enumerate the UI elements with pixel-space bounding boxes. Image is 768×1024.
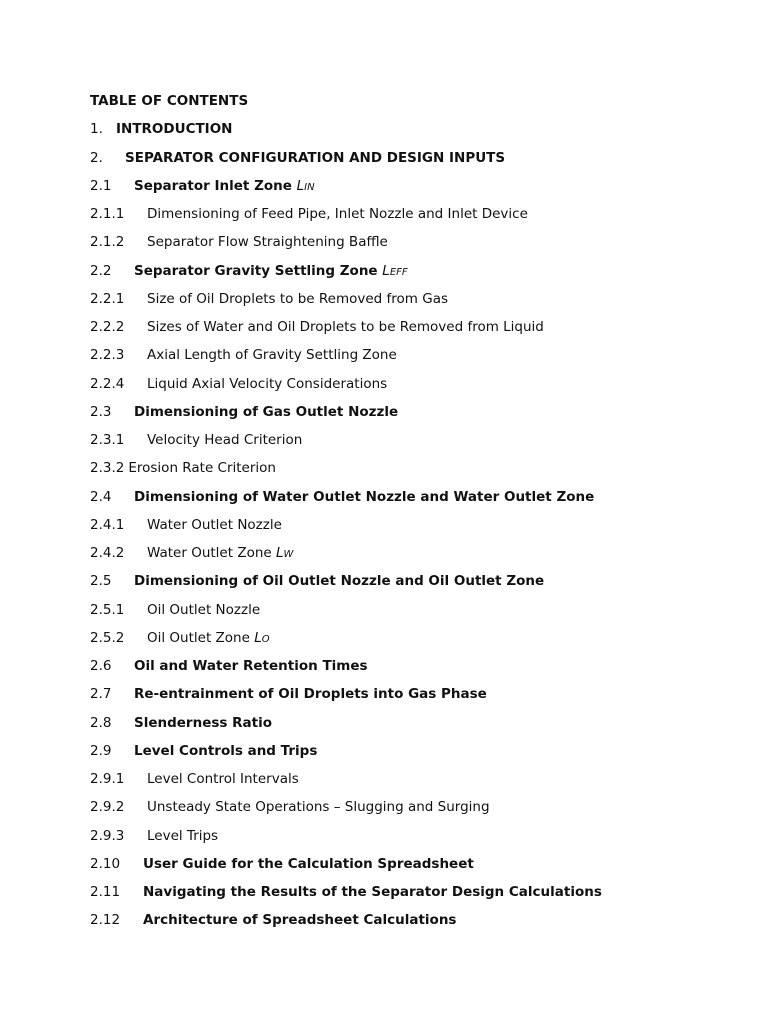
toc-entry-number: 2.5	[90, 573, 112, 590]
toc-entry[interactable]	[90, 909, 730, 937]
toc-entry-number: 2.2.2	[90, 319, 125, 336]
toc-entry[interactable]	[90, 570, 730, 598]
toc-entry-label: Dimensioning of Gas Outlet Nozzle	[134, 403, 399, 420]
toc-entry-label: Slenderness Ratio	[134, 714, 272, 731]
toc-entry[interactable]	[90, 288, 730, 316]
toc-entry-number: 2.2.4	[90, 375, 125, 392]
symbol-main: L	[275, 545, 284, 562]
toc-entry-number: 2.12	[90, 912, 121, 929]
toc-entry-number: 2.4.1	[90, 516, 125, 533]
toc-entry-label: Erosion Rate Criterion	[128, 460, 276, 477]
toc-entry-symbol	[254, 630, 269, 646]
toc-entry[interactable]	[90, 514, 730, 542]
toc-entry[interactable]	[90, 401, 730, 429]
toc-entry-label: Oil Outlet Zone	[147, 629, 255, 646]
toc-entry-number: 2.1	[90, 177, 112, 194]
toc-entry-label: Axial Length of Gravity Settling Zone	[147, 347, 397, 364]
toc-entry-label: Level Controls and Trips	[134, 742, 318, 759]
toc-entry[interactable]	[90, 599, 730, 627]
toc-entry-number: 2.10	[90, 855, 121, 872]
toc-entry-label: Liquid Axial Velocity Considerations	[147, 375, 388, 392]
toc-entry[interactable]	[90, 316, 730, 344]
toc-entry[interactable]	[90, 542, 730, 570]
toc-entry-number: 2.7	[90, 686, 112, 703]
toc-entry-number: 2.11	[90, 884, 121, 901]
toc-entry-label: Water Outlet Nozzle	[147, 516, 282, 533]
toc-entry-label: INTRODUCTION	[116, 121, 233, 138]
toc-entry-label: User Guide for the Calculation Spreadsheet	[143, 855, 474, 872]
toc-entry-number: 2.5.2	[90, 629, 125, 646]
toc-entry-number: 2.2	[90, 262, 112, 279]
toc-entry-label: Level Trips	[147, 827, 219, 844]
toc-entry-number: 2.9.3	[90, 827, 125, 844]
toc-entry-number: 2.9	[90, 742, 112, 759]
symbol-main: L	[382, 262, 390, 279]
toc-entry-label: Oil Outlet Nozzle	[147, 601, 261, 618]
toc-entry[interactable]	[90, 627, 730, 655]
toc-entry-number: 2.1.2	[90, 234, 125, 251]
toc-entry-label: Separator Flow Straightening Baffle	[147, 234, 388, 251]
toc-entry-number: 2.8	[90, 714, 112, 731]
toc-entry-label: Separator Inlet Zone	[134, 177, 297, 194]
toc-entry-label: Water Outlet Zone	[147, 545, 276, 562]
toc-entry-label: Navigating the Results of the Separator Design Calculations	[143, 884, 602, 901]
toc-entry-number: 2.3	[90, 403, 112, 420]
toc-entry[interactable]	[90, 147, 730, 175]
toc-entry-label: Size of Oil Droplets to be Removed from Gas	[147, 290, 449, 307]
toc-list	[90, 118, 730, 937]
toc-entry[interactable]	[90, 260, 730, 288]
symbol-subscript: EFF	[389, 266, 408, 278]
toc-entry[interactable]	[90, 853, 730, 881]
toc-entry-symbol	[382, 263, 407, 279]
table-of-contents	[90, 90, 730, 938]
toc-entry[interactable]	[90, 740, 730, 768]
toc-entry-label: Dimensioning of Oil Outlet Nozzle and Oil Outlet Zone	[134, 573, 545, 590]
toc-entry-label: Architecture of Spreadsheet Calculations	[143, 912, 457, 929]
symbol-main: L	[296, 177, 305, 194]
symbol-subscript: O	[261, 633, 270, 645]
symbol-subscript: IN	[304, 181, 315, 193]
toc-entry-number: 2.4.2	[90, 545, 125, 562]
toc-entry[interactable]	[90, 825, 730, 853]
toc-entry-label: Unsteady State Operations – Slugging and Surging	[147, 799, 490, 816]
symbol-subscript: W	[283, 549, 294, 561]
toc-entry[interactable]	[90, 683, 730, 711]
toc-entry-number: 2.5.1	[90, 601, 125, 618]
symbol-main: L	[254, 629, 262, 646]
toc-entry[interactable]	[90, 373, 730, 401]
toc-entry-label: Dimensioning of Water Outlet Nozzle and Water Outlet Zone	[134, 488, 595, 505]
toc-entry[interactable]	[90, 231, 730, 259]
toc-entry-number: 2.3.1	[90, 432, 125, 449]
toc-entry[interactable]	[90, 457, 730, 485]
toc-entry-label: Separator Gravity Settling Zone	[134, 262, 383, 279]
toc-entry[interactable]	[90, 712, 730, 740]
toc-entry-label: Oil and Water Retention Times	[134, 658, 368, 675]
toc-entry-number: 2.1.1	[90, 206, 125, 223]
toc-entry[interactable]	[90, 768, 730, 796]
toc-entry-number: 2.9.1	[90, 771, 125, 788]
toc-entry-number: 1.	[90, 121, 103, 138]
toc-entry-symbol	[297, 178, 315, 194]
toc-entry-label: SEPARATOR CONFIGURATION AND DESIGN INPUTS	[125, 149, 506, 166]
toc-entry-label: Level Control Intervals	[147, 771, 299, 788]
toc-entry-number: 2.2.1	[90, 290, 125, 307]
toc-entry-number: 2.	[90, 149, 103, 166]
toc-entry[interactable]	[90, 429, 730, 457]
toc-entry-number: 2.3.2	[90, 460, 125, 477]
toc-entry[interactable]	[90, 203, 730, 231]
toc-entry-label: Sizes of Water and Oil Droplets to be Removed from Liquid	[147, 319, 544, 336]
toc-entry-number: 2.9.2	[90, 799, 125, 816]
toc-entry-number: 2.4	[90, 488, 112, 505]
toc-entry[interactable]	[90, 881, 730, 909]
toc-entry-number: 2.6	[90, 658, 112, 675]
toc-entry-label: Velocity Head Criterion	[147, 432, 303, 449]
toc-entry[interactable]	[90, 175, 730, 203]
toc-entry-symbol	[276, 545, 293, 561]
toc-entry[interactable]	[90, 655, 730, 683]
toc-entry[interactable]	[90, 118, 730, 146]
toc-title: TABLE OF CONTENTS	[90, 93, 249, 109]
toc-entry-number: 2.2.3	[90, 347, 125, 364]
toc-entry[interactable]	[90, 344, 730, 372]
toc-entry[interactable]	[90, 796, 730, 824]
toc-entry-label: Re-entrainment of Oil Droplets into Gas Phase	[134, 686, 487, 703]
toc-entry-label: Dimensioning of Feed Pipe, Inlet Nozzle and Inlet Device	[147, 206, 528, 223]
toc-entry[interactable]	[90, 486, 730, 514]
